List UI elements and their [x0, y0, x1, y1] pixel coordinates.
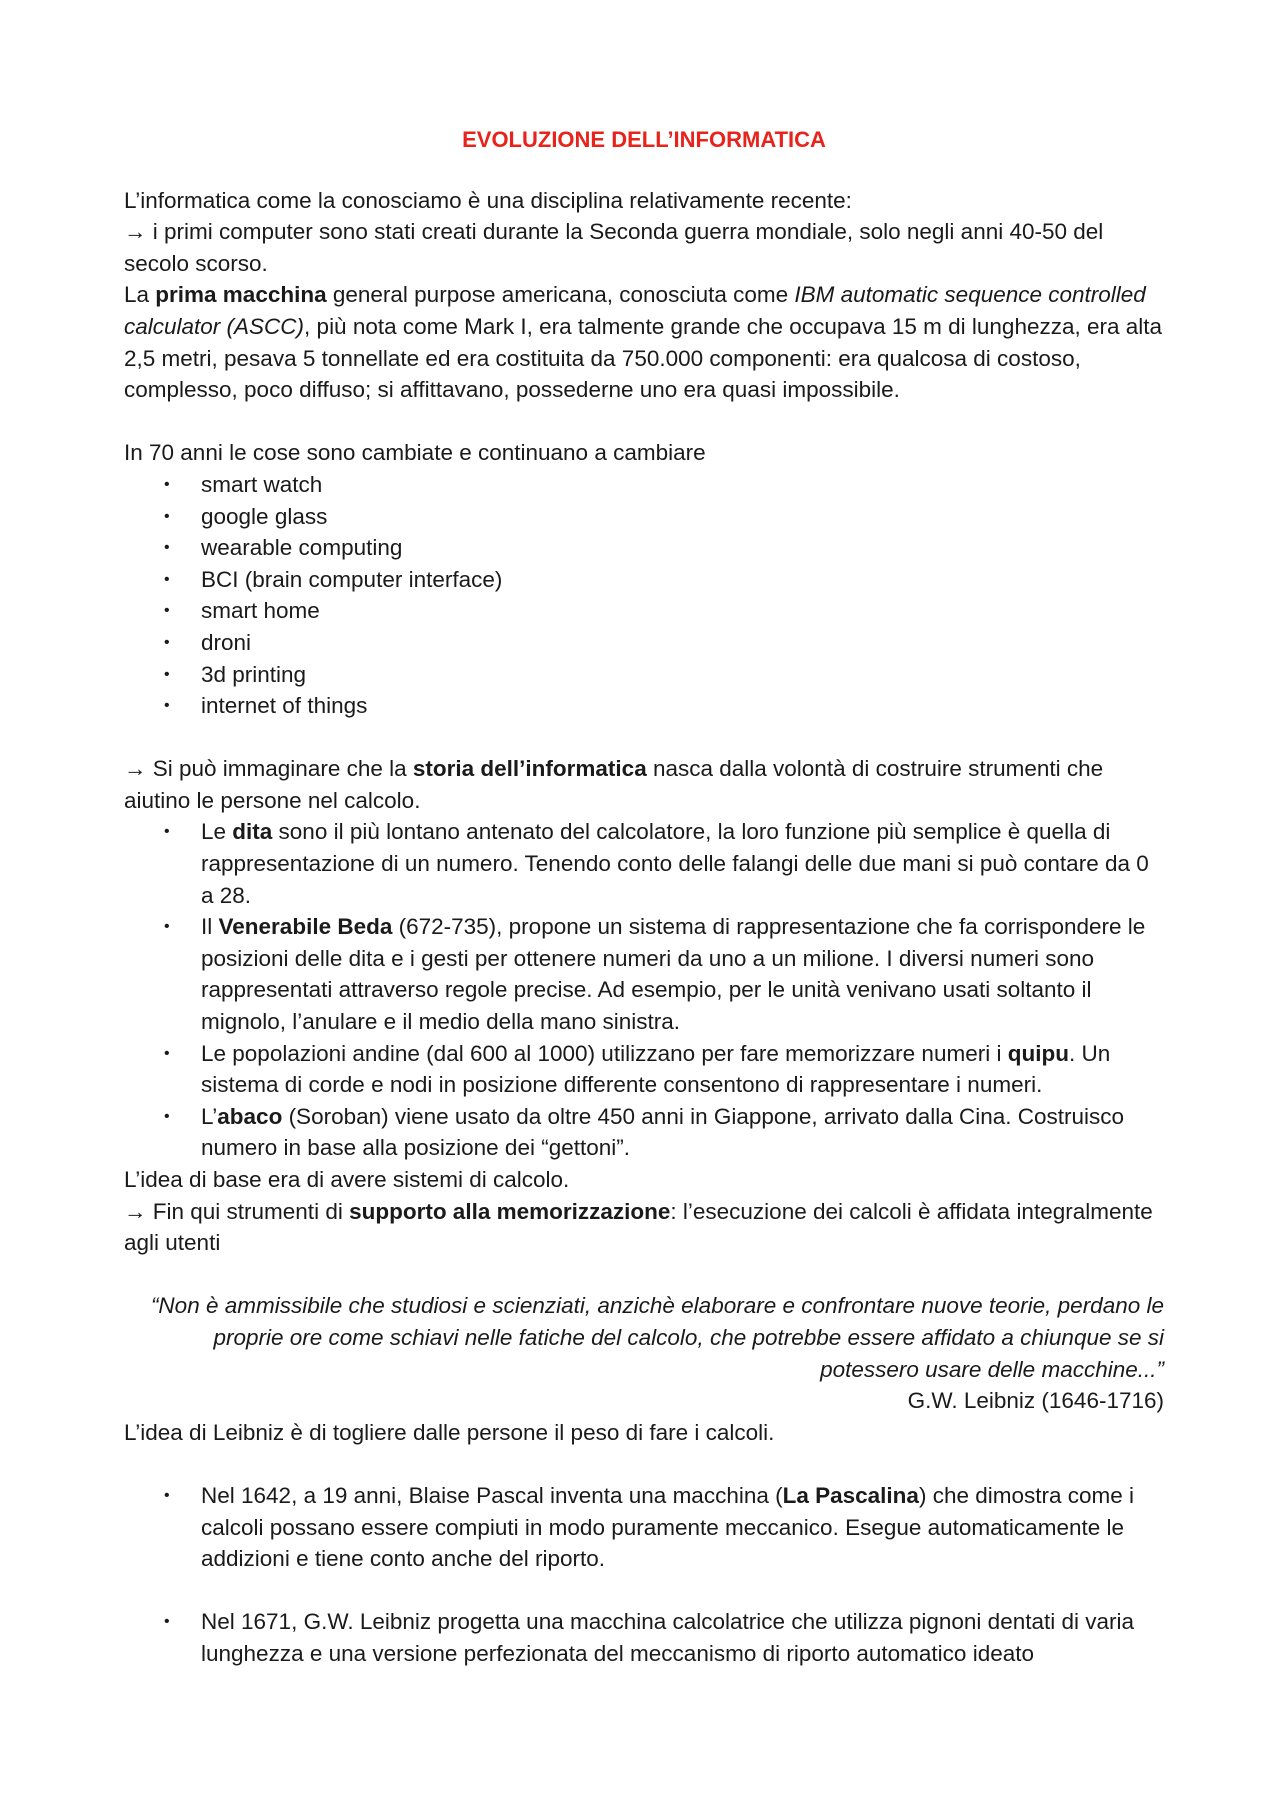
- list-item: • smart watch: [124, 469, 1164, 501]
- leibniz-comment: L’idea di Leibniz è di togliere dalle persone il peso di fare i calcoli.: [124, 1419, 775, 1445]
- machines-list: [124, 1480, 1164, 1575]
- list-item: • 3d printing: [124, 659, 1164, 691]
- history-intro: → Si può immaginare che la storia dell’informatica nasca dalla volontà di costruire strumenti che aiutino le persone nel calcolo.: [124, 756, 1104, 813]
- history-support: → Fin qui strumenti di supporto alla memorizzazione: l’esecuzione dei calcoli è affidata integralmente agli utenti: [124, 1198, 1153, 1256]
- history-list: [124, 816, 1164, 1164]
- bullet-icon: •: [164, 602, 170, 620]
- list-item: • BCI (brain computer interface): [124, 564, 1164, 596]
- list-item: • smart home: [124, 595, 1164, 627]
- quote-author: G.W. Leibniz (1646-1716): [907, 1388, 1164, 1414]
- list-item-abaco: • L’abaco (Soroban) viene usato da oltre 450 anni in Giappone, arrivato dalla Cina. Costruisco numero in base alla posizione dei “gettoni”.: [124, 1101, 1164, 1164]
- intro-paragraph-mark-i: La prima macchina general purpose americana, conosciuta come IBM automatic sequence controlled calculator (ASCC), più nota come Mark I, era talmente grande che occupava 15 m di lunghezza, era alta 2,5 metri, pesava 5 tonnellate ed era costituita da 750.000 componenti: era qualcosa di costoso, complesso, poco diffuso; si affittavano, possederne uno era quasi impossibile.: [124, 282, 1163, 403]
- italic-ascc: IBM automatic sequence controlled calculator (ASCC): [124, 282, 1146, 339]
- bullet-icon: •: [164, 1613, 170, 1631]
- list-item-quipu: • Le popolazioni andine (dal 600 al 1000) utilizzano per fare memorizzare numeri i quipu. Un sistema di corde e nodi in posizione differente consentono di rappresentare i numeri.: [124, 1038, 1164, 1101]
- bullet-icon: •: [164, 918, 170, 936]
- list-item: • internet of things: [124, 690, 1164, 722]
- bullet-icon: •: [164, 507, 170, 525]
- bullet-icon: •: [164, 1486, 170, 1504]
- document-body: [124, 124, 1164, 1670]
- bullet-icon: •: [164, 823, 170, 841]
- history-idea: L’idea di base era di avere sistemi di calcolo.: [124, 1167, 570, 1192]
- list-item-pascalina: • Nel 1642, a 19 anni, Blaise Pascal inventa una macchina (La Pascalina) che dimostra come i calcoli possano essere compiuti in modo puramente meccanico. Esegue automaticamente le addizioni e tiene conto anche del riporto.: [124, 1480, 1164, 1575]
- bold-prima-macchina: prima macchina: [155, 282, 327, 308]
- bullet-icon: •: [164, 633, 170, 651]
- list-item-beda: • Il Venerabile Beda (672-735), propone un sistema di rappresentazione che fa corrispondere le posizioni delle dita e i gesti per ottenere numeri da uno a un milione. I diversi numeri sono rappresentati attraverso regole precise. Ad esempio, per le unità venivano usati soltanto il mignolo, l’anulare e il medio della mano sinistra.: [124, 911, 1164, 1037]
- list-item-leibniz-machine: • Nel 1671, G.W. Leibniz progetta una macchina calcolatrice che utilizza pignoni dentati di varia lunghezza e una versione perfezionata del meccanismo di riporto automatico ideato: [124, 1606, 1164, 1669]
- bullet-icon: •: [164, 475, 170, 493]
- bullet-icon: •: [164, 697, 170, 715]
- list-item: • wearable computing: [124, 532, 1164, 564]
- bullet-icon: •: [164, 665, 170, 683]
- bullet-icon: •: [164, 539, 170, 557]
- intro-line-2: → i primi computer sono stati creati durante la Seconda guerra mondiale, solo negli anni 40-50 del secolo scorso.: [124, 219, 1104, 276]
- changes-list: [124, 469, 1164, 722]
- bullet-icon: •: [164, 570, 170, 588]
- bullet-icon: •: [164, 1044, 170, 1062]
- changes-intro: In 70 anni le cose sono cambiate e continuano a cambiare: [124, 440, 706, 466]
- leibniz-quote: “Non è ammissibile che studiosi e scienziati, anzichè elaborare e confrontare nuove teorie, perdano le proprie ore come schiavi nelle fatiche del calcolo, che potrebbe essere affidato a chiunque se si potessero usare delle macchine...”: [150, 1293, 1164, 1382]
- list-item: • google glass: [124, 501, 1164, 533]
- bold-supporto-memorizzazione: supporto alla memorizzazione: [349, 1198, 671, 1224]
- bold-storia-informatica: storia dell’informatica: [412, 756, 647, 782]
- intro-line-1: L’informatica come la conosciamo è una disciplina relativamente recente:: [124, 187, 852, 213]
- document-title: EVOLUZIONE DELL’INFORMATICA: [462, 127, 826, 152]
- bullet-icon: •: [164, 1107, 170, 1125]
- machines-list-2: [124, 1606, 1164, 1669]
- list-item: • droni: [124, 627, 1164, 659]
- list-item-dita: • Le dita sono il più lontano antenato del calcolatore, la loro funzione più semplice è quella di rappresentazione di un numero. Tenendo conto delle falangi delle due mani si può contare da 0 a 28.: [124, 816, 1164, 911]
